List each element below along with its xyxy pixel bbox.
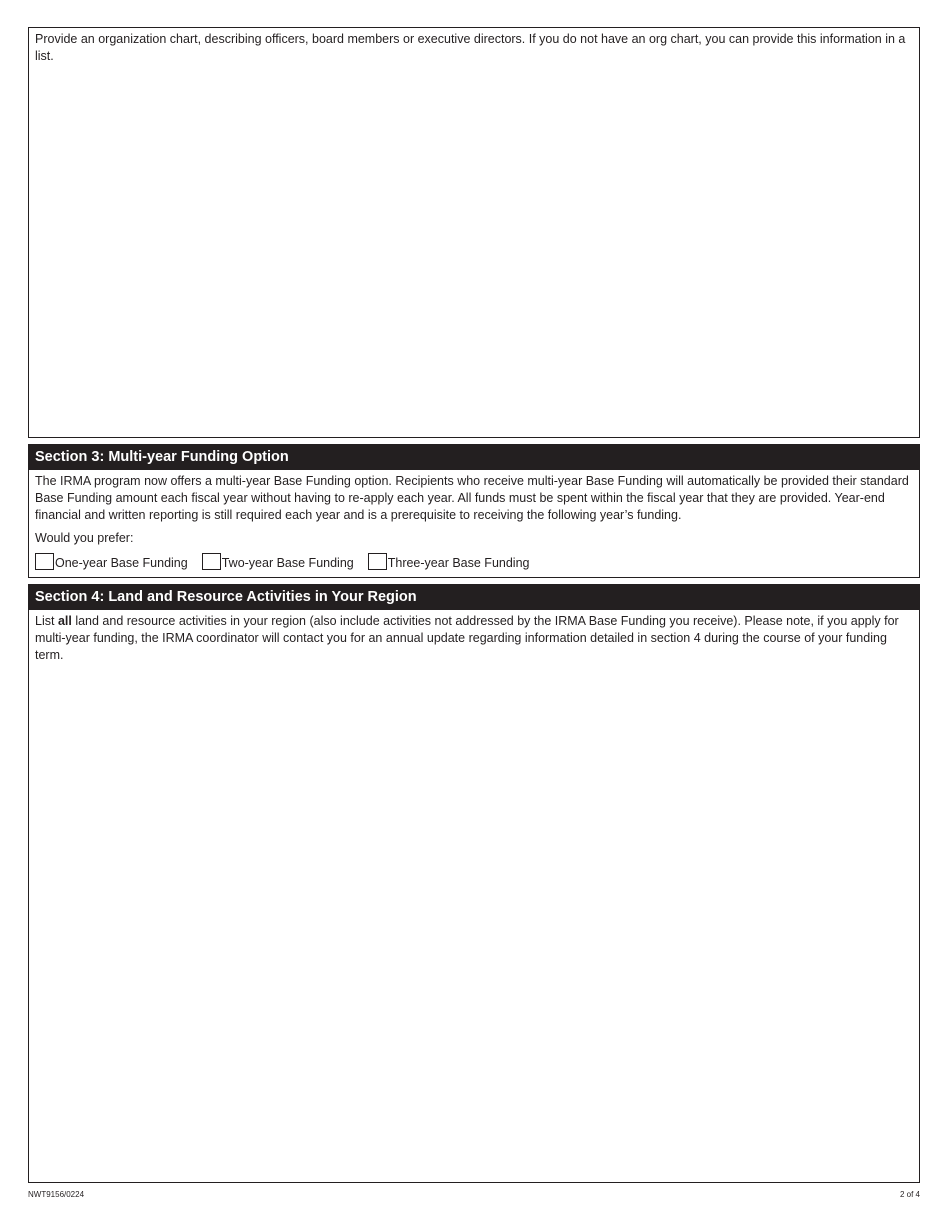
one-year-label: One-year Base Funding [55, 556, 188, 570]
page-number: 2 of 4 [899, 1190, 920, 1199]
one-year-checkbox[interactable] [35, 553, 54, 570]
section-4-desc-prefix: List [35, 614, 58, 628]
three-year-checkbox[interactable] [368, 553, 387, 570]
two-year-checkbox[interactable] [202, 553, 221, 570]
form-code: NWT9156/0224 [28, 1190, 85, 1199]
section-3-box [28, 444, 920, 578]
option-one-year[interactable] [35, 553, 188, 570]
section-3-description: The IRMA program now offers a multi-year Base Funding option. Recipients who receive multi-year Base Funding will automatically be provided their standard Base Funding amount each fiscal year without having to re-apply each year. All funds must be spent within the fiscal year that they are provided. Year-end financial and written reporting is still required each year and is a prerequisite to receiving the following year’s funding. [35, 474, 909, 522]
section-4-title: Section 4: Land and Resource Activities in Your Region [29, 585, 919, 610]
section-4-box[interactable] [28, 584, 920, 1183]
section-3-prompt: Would you prefer: [35, 531, 134, 545]
option-three-year[interactable] [368, 553, 530, 570]
funding-options [29, 547, 919, 570]
three-year-label: Three-year Base Funding [387, 556, 530, 570]
option-two-year[interactable] [202, 553, 354, 570]
org-chart-box[interactable] [28, 27, 920, 438]
section-4-description [29, 610, 919, 664]
section-3-title: Section 3: Multi-year Funding Option [29, 445, 919, 470]
section-4-desc-bold: all [57, 614, 72, 628]
two-year-label: Two-year Base Funding [221, 556, 354, 570]
section-4-desc-suffix: land and resource activities in your region (also include activities not addressed by the IRMA Base Funding you receive). Please note, if you apply for multi-year funding, the IRMA coordinator will contact you for an annual update regarding information detailed in section 4 during the course of your funding term. [35, 614, 899, 662]
org-chart-instruction: Provide an organization chart, describing officers, board members or executive directors. If you do not have an org chart, you can provide this information in a list. [35, 32, 906, 63]
